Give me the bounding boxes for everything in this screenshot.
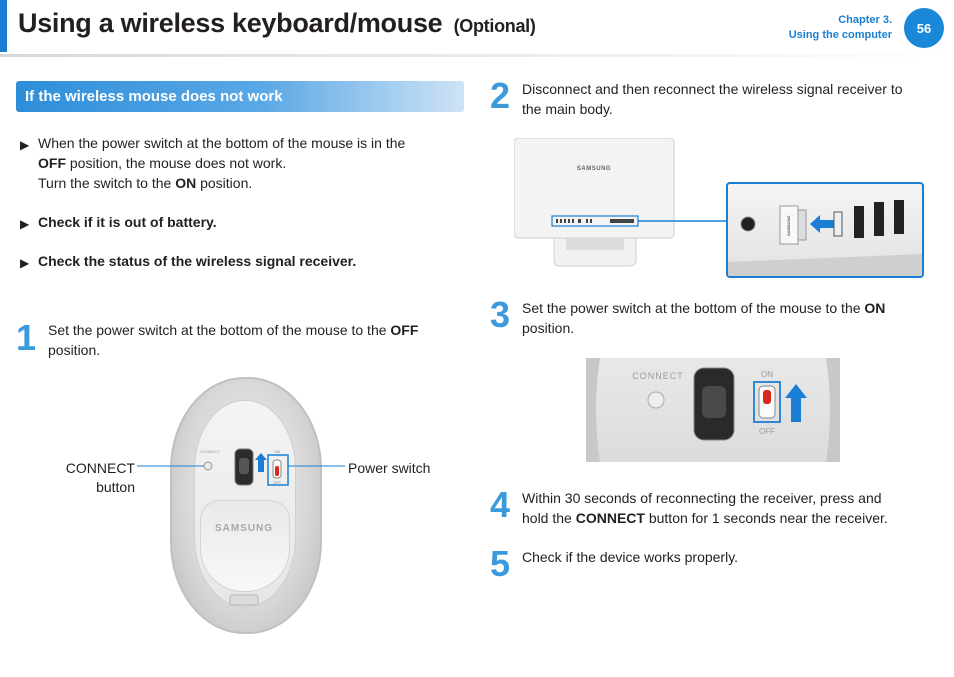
step-bold: ON [864,300,886,316]
bullet-arrow-icon: ▶ [20,138,30,152]
step-text: Set the power switch at the bottom of the mouse to the [48,322,391,338]
bullet-text: When the power switch at the bottom of the mouse is in the [38,135,406,151]
step-number: 4 [490,484,511,525]
closeup-off-label: OFF [759,427,775,436]
step-4-text [522,488,947,528]
arrow-up-icon [785,384,807,422]
section-title: If the wireless mouse does not work [25,88,283,105]
page-number-badge: 56 [904,8,944,48]
connect-callout-label: button [96,479,135,495]
device-connect-label: CONNECT [200,449,220,454]
bullet-arrow-icon: ▶ [20,217,30,231]
bullet-bold-on: ON [175,175,197,191]
chapter-title: Using the computer [788,29,892,41]
page-title-text: Using a wireless keyboard/mouse [18,8,443,38]
device-on-label: ON [274,449,280,454]
mouse-switch-closeup-image [586,358,840,462]
computer-brand-label: SAMSUNG [576,166,612,172]
mouse-brand-label: SAMSUNG [214,523,274,534]
device-off-label: OFF [273,480,281,485]
step-number: 2 [490,75,511,116]
closeup-power-switch [763,390,771,404]
step-5-text: Check if the device works properly. [522,549,739,565]
step-text: hold the [522,510,576,526]
step-3-text [522,298,947,338]
bullet-text: Check the status of the wireless signal receiver. [38,253,357,269]
connect-callout-label: CONNECT [65,460,135,476]
step-text: Set the power switch at the bottom of the mouse to the [522,300,865,316]
receiver-brand-label: SAMSUNG [786,215,791,236]
bullet-text: Turn the switch to the [38,175,176,191]
step-text: button for 1 seconds near the receiver. [644,510,888,526]
bullet-text: position. [196,175,253,191]
closeup-on-label: ON [761,370,773,379]
receiver-graphic [798,210,806,240]
bullet-bold-off: OFF [38,155,66,171]
step-bold: OFF [390,322,419,338]
step-text: Disconnect and then reconnect the wireless signal receiver to [522,81,903,97]
step-number: 1 [16,317,37,358]
closeup-connect-button [648,392,664,408]
arrow-left-icon [810,215,834,233]
step-text: the main body. [522,101,613,117]
step-number: 5 [490,543,511,584]
page-title-suffix: (Optional) [453,16,536,36]
step-text: position. [522,320,575,336]
closeup-connect-label: CONNECT [632,371,684,381]
step-text: position. [48,342,101,358]
bullet-text: position, the mouse does not work. [66,155,287,171]
chapter-number: Chapter 3. [838,14,892,26]
bullet-arrow-icon: ▶ [20,256,30,270]
power-switch-callout-label: Power switch [348,460,431,476]
step-text: Within 30 seconds of reconnecting the receiver, press and [522,490,882,506]
receiver-zoom-image [726,182,924,278]
step-bold: CONNECT [575,510,645,526]
step-number: 3 [490,294,511,335]
bullet-text: Check if it is out of battery. [38,214,217,230]
